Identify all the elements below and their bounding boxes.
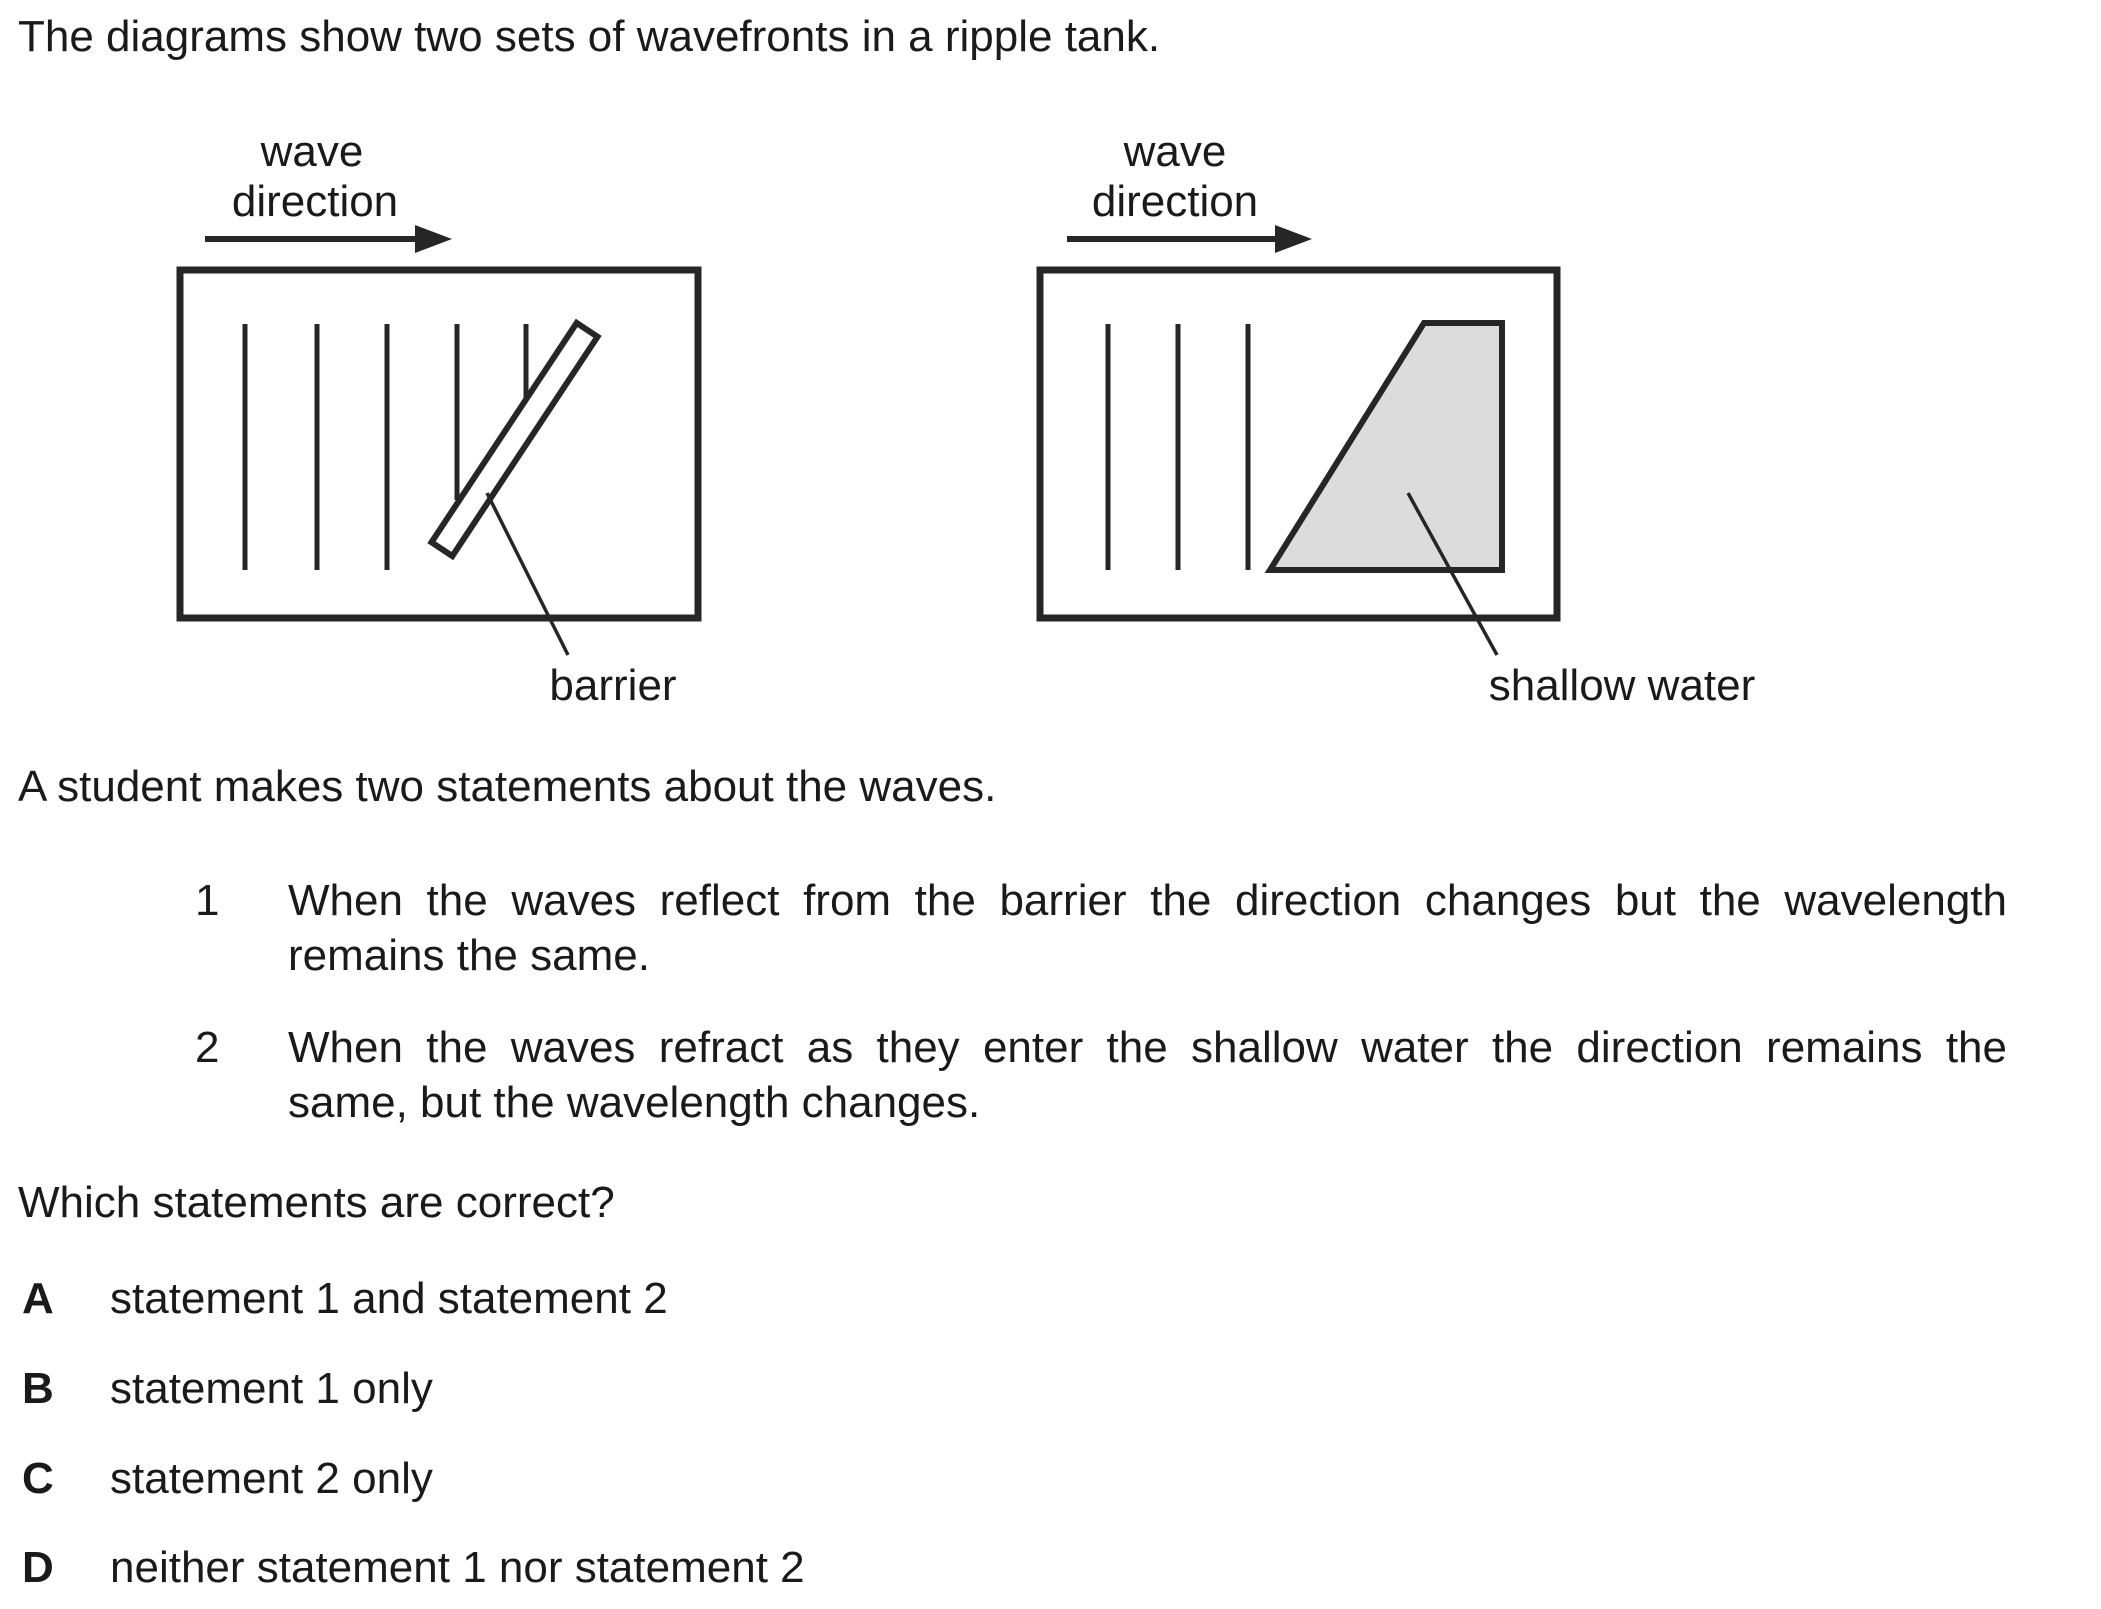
- statement-2: [195, 1020, 2007, 1130]
- question-intro: The diagrams show two sets of wavefronts in a ripple tank.: [18, 12, 1161, 61]
- right-diagram: [990, 100, 1800, 720]
- wave-direction-label-line2: direction: [1091, 177, 1259, 226]
- option-a-text: statement 1 and statement 2: [110, 1274, 668, 1323]
- option-a-letter: A: [22, 1274, 54, 1323]
- ripple-tank-outline: [180, 270, 698, 618]
- option-d-letter: D: [22, 1543, 54, 1592]
- option-b-text: statement 1 only: [110, 1364, 433, 1413]
- wave-direction-label-line1: wave: [260, 127, 364, 176]
- wave-direction-arrow-icon: [205, 225, 452, 253]
- left-diagram: [130, 100, 750, 720]
- statement-1-line-2: remains the same.: [288, 931, 650, 980]
- shallow-water-label: shallow water: [1488, 661, 1756, 710]
- barrier-label: barrier: [549, 661, 677, 710]
- statement-2-number: 2: [195, 1023, 220, 1072]
- wave-direction-label-line1: wave: [1123, 127, 1227, 176]
- statement-2-line-2: same, but the wavelength changes.: [288, 1078, 981, 1127]
- statement-1-line-1: When the waves reflect from the barrier the direction changes but the wavelength: [288, 876, 2007, 925]
- option-b-letter: B: [22, 1364, 54, 1413]
- option-c-text: statement 2 only: [110, 1454, 433, 1503]
- statement-2-line-1: When the waves refract as they enter the shallow water the direction remains the: [288, 1023, 2007, 1072]
- statement-2-text: [288, 1020, 2007, 1130]
- statement-1-text: [288, 873, 2007, 983]
- wave-direction-label-line2: direction: [231, 177, 399, 226]
- student-statements-intro: A student makes two statements about the waves.: [18, 762, 997, 811]
- question-prompt: Which statements are correct?: [18, 1178, 615, 1227]
- option-d-text: neither statement 1 nor statement 2: [110, 1543, 805, 1592]
- statement-1: [195, 873, 2007, 983]
- statement-1-number: 1: [195, 876, 220, 925]
- wave-direction-arrow-icon: [1067, 225, 1312, 253]
- option-c-letter: C: [22, 1454, 54, 1503]
